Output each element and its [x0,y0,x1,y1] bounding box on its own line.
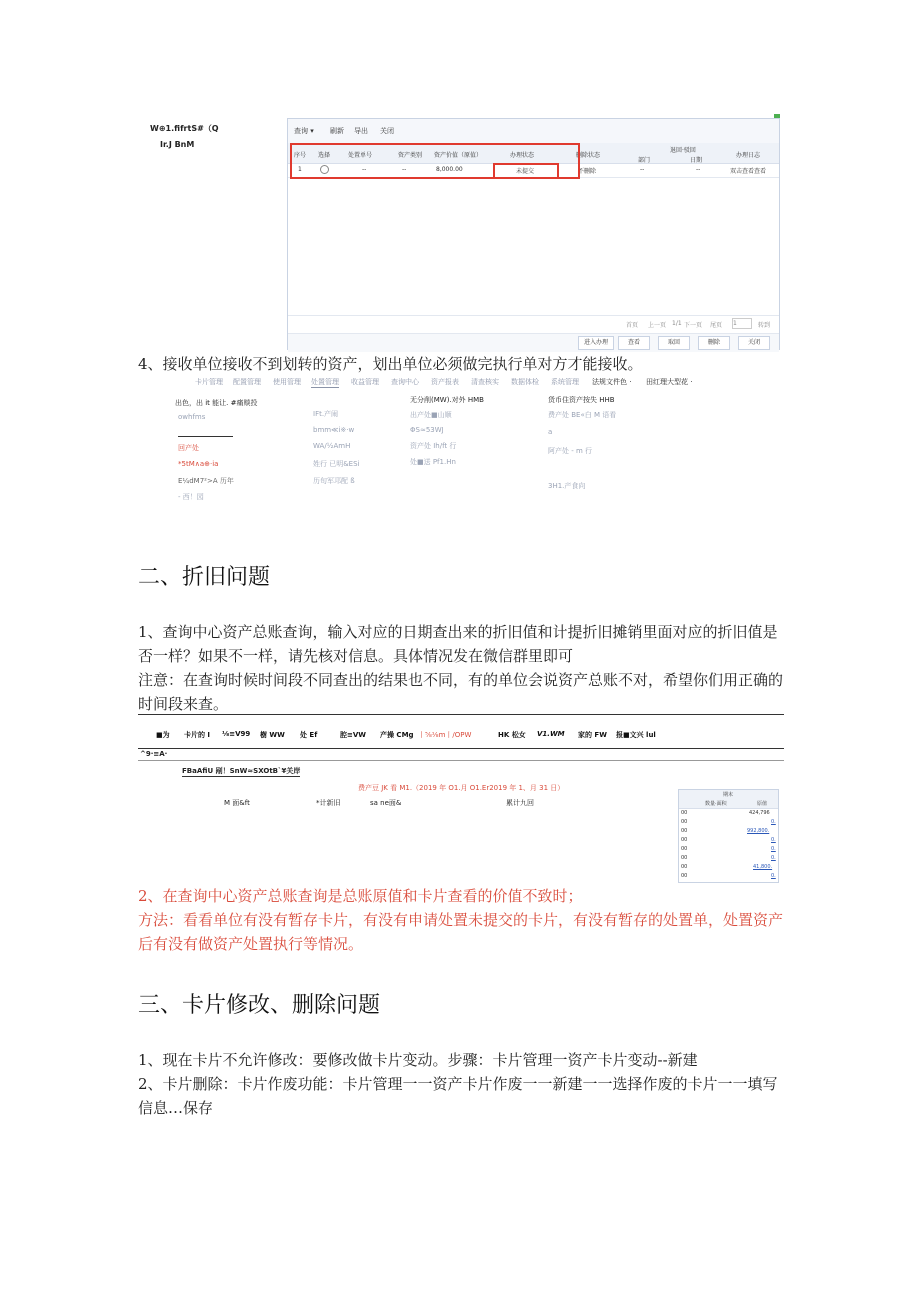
action-buttons [288,333,779,352]
para-4: 4、接收单位接收不到划转的资产，划出单位必须做完执行单对方才能接收。 [138,355,643,373]
ledger-header: ■为 [156,731,170,739]
section-2-para-2: 注意：在查询时候时间段不同查出的结果也不同，有的单位会说资产总账不对，希望你们用正确的时间段来查。 [138,671,784,713]
cell-log-link[interactable]: 双击查看查看 [730,168,767,175]
mini-row-a: 00 [681,855,688,861]
cell: -- [696,166,701,173]
divider [138,760,784,761]
mini-row-b[interactable]: 41,800. [753,864,773,870]
pager-prev[interactable]: 上一页 [648,322,667,329]
cell: -- [402,166,407,173]
menu-item[interactable]: 配置管理 [233,378,261,386]
menu-item[interactable]: 法规文件色 · [592,378,632,386]
menu-col2-item[interactable]: 姓行 已明&ESi [313,460,360,468]
mini-row-a: 00 [681,828,688,834]
mini-row-b[interactable]: 0. [771,837,776,843]
menu-col1-item[interactable]: owhfms [178,413,206,421]
menu-col2-item[interactable]: bmm≪i※·w [313,426,355,434]
mini-row-b[interactable]: 0. [771,873,776,879]
ledger-header: V1.WM [537,730,565,738]
section-2-para-1: 1、查询中心资产总账查询，输入对应的日期查出来的折旧值和计提折旧摊销里面对应的折旧值是否一样？如果不一样，请先核对信息。具体情况发在微信群里即可 [138,623,778,665]
cell-delete-status: 不删除 [578,168,597,175]
close-button[interactable]: 关闭 [738,336,770,350]
pager-first[interactable]: 首页 [626,322,639,329]
menu-col4-item[interactable]: 费产处 BE«白 M 语看 [548,411,617,419]
section-3-title: 三、卡片修改、删除问题 [138,993,381,1018]
mini-row-a: 00 [681,810,688,816]
mini-row-a: 00 [681,873,688,879]
ledger-header: 樹 WW [260,731,285,739]
pager-go[interactable]: 转到 [758,322,771,329]
ledger-header: HK 松女 [498,731,526,739]
pager-last[interactable]: 尾页 [710,322,723,329]
pager-count: 1/1 [672,320,682,327]
menu-col3-item[interactable]: 处■送 Pf1.Hn [410,458,456,466]
mini-row-b[interactable]: 992,800. [747,828,770,834]
menu-item[interactable]: 田红理大型花 · [646,378,693,386]
mini-head-top: 期末 [723,792,734,798]
section-2-para-3: 2、在查询中心资产总账查询是总账原值和卡片查看的价值不致时； [138,887,583,905]
cell-value: 8,000.00 [436,166,463,173]
col-header: 选择 [318,152,331,159]
cell: -- [640,166,645,173]
pager-next[interactable]: 下一页 [684,322,703,329]
col-header: 日期 [690,157,703,164]
ledger-col: M 面&ft [224,799,250,807]
menu-col1-item[interactable]: *5tM∧a⊕·ia [178,460,219,468]
menu-item[interactable]: 系统管理 [551,378,579,386]
menu-item[interactable]: 卡片管理 [195,378,223,386]
sub-label: ^9·≡A· [140,750,168,758]
ledger-header: 报■文兴 lul [616,731,656,739]
ledger-header: 卡片的 I [184,731,211,739]
divider [138,714,784,715]
divider [178,436,233,437]
menu-col4-item[interactable]: 阿产处 - m 行 [548,447,593,455]
ledger-header: 丨⅝⅛m丨/OPW [418,731,472,739]
mini-head-col: 原值 [757,801,768,807]
pager [288,315,779,332]
col-header: 办理状态 [510,152,535,159]
ledger-tab-line[interactable]: FBaAfiU 剐！SnW≈SXOtB`¥关岸 [182,767,301,775]
col-header: 办理日志 [736,152,761,159]
divider [138,748,784,749]
menu-col3-item[interactable]: 资产处 Ih/ft 行 [410,442,457,450]
ledger-title: 费产豆 JK 看 M1.（2019 年 O1.月 O1.Er2019 年 1、月 31 日） [358,784,565,792]
ledger-col: sa ne面& [370,799,402,807]
ledger-col: *计新旧 [316,799,341,807]
menu-col2-item[interactable]: WA/½AmH [313,442,351,450]
toolbar-search-button[interactable]: 查询 ▾ [294,127,314,135]
delete-button[interactable]: 删除 [698,336,730,350]
pager-input[interactable]: 1 [732,318,752,329]
mini-row-a: 00 [681,864,688,870]
menu-item[interactable]: 数据体检 [511,378,539,386]
disposal-list-screenshot [287,118,780,350]
top-left-label-1: W⊕1.fifrtS#（Q [150,124,219,133]
menu-col1-title: 出色，出 it 能让. #痛赕投 [175,399,258,407]
view-button[interactable]: 查看 [618,336,650,350]
col-header: 处置单号 [348,152,373,159]
cell-status: 未提交 [516,168,535,175]
mini-row-b: 424,796 [749,810,770,816]
mini-head-col: 数量·面积 [705,801,727,807]
menu-item-active[interactable]: 处置管理 [311,378,339,386]
mini-row-b[interactable]: 0. [771,855,776,861]
col-header: 部门 [638,157,651,164]
ledger-header: 产操 CMg [380,731,414,739]
period-end-table [678,789,779,883]
mini-row-a: 00 [681,819,688,825]
mini-row-b[interactable]: 0. [771,846,776,852]
menu-item[interactable]: 收益管理 [351,378,379,386]
enter-process-button[interactable]: 进入办理 [578,336,614,350]
col-header: 删除状态 [576,152,601,159]
menu-col3-item[interactable]: 出产处■山顺 [410,411,452,419]
section-2-para-4: 方法：看看单位有没有暂存卡片，有没有申请处置未提交的卡片，有没有暂存的处置单，处置资产后有没有做资产处置执行等情况。 [138,911,784,953]
cell: -- [362,166,367,173]
menu-col1-item[interactable]: E¼dM7²>A 历年 [178,477,234,485]
mini-row-a: 00 [681,846,688,852]
cell-index: 1 [298,166,302,173]
ledger-col: 累计九回 [506,799,534,807]
section-2-title: 二、折旧问题 [138,565,271,590]
menu-item[interactable]: 清查核实 [471,378,499,386]
menu-col4-title: 货币住资产按失 HHB [548,396,615,404]
menu-col1-item[interactable]: - 西！园 [178,493,204,501]
status-highlight-box [493,163,559,179]
menu-col4-item[interactable]: a [548,428,553,436]
toolbar [288,119,779,144]
mini-row-a: 00 [681,837,688,843]
menu-item[interactable]: 资产报表 [431,378,459,386]
menu-col2-item[interactable]: 历旬军邛配 ß [313,477,355,485]
menu-col3-item[interactable]: ΦS≈53WJ [410,426,444,434]
ledger-header: 腔≡VW [340,731,367,739]
col-header: 资产价值（原值） [434,152,483,159]
toolbar-refresh-button[interactable]: 刷新 [330,127,344,135]
ledger-header: ⅛≡V99 [222,730,251,738]
toolbar-export-button[interactable]: 导出 [354,127,368,135]
retrieve-button[interactable]: 取回 [658,336,690,350]
ledger-header: 家的 FW [578,731,607,739]
menu-col1-item[interactable]: 回产处 [178,444,199,452]
section-3-para-2: 2、卡片删除：卡片作废功能：卡片管理一一资产卡片作废一一新建一一选择作废的卡片一一填写信息…保存 [138,1075,778,1117]
menu-col3-title: 无分削(MW).对外 HMB [410,396,484,404]
menu-col4-item[interactable]: 3H1.产食向 [548,482,586,490]
col-header: 资产类别 [398,152,423,159]
ledger-header: 处 Ef [300,731,318,739]
menu-col2-item[interactable]: IFt.产闹 [313,410,339,418]
mini-row-b[interactable]: 0. [771,819,776,825]
col-header: 退回·驳回 [670,147,696,154]
menu-item[interactable]: 查询中心 [391,378,419,386]
top-left-label-2: Ir.J BnM [160,140,195,149]
section-3-para-1: 1、现在卡片不允许修改：要修改做卡片变动。步骤：卡片管理一资产卡片变动--新建 [138,1051,698,1069]
menu-item[interactable]: 使用管理 [273,378,301,386]
col-header: 序号 [294,152,307,159]
toolbar-close-button[interactable]: 关闭 [380,127,394,135]
